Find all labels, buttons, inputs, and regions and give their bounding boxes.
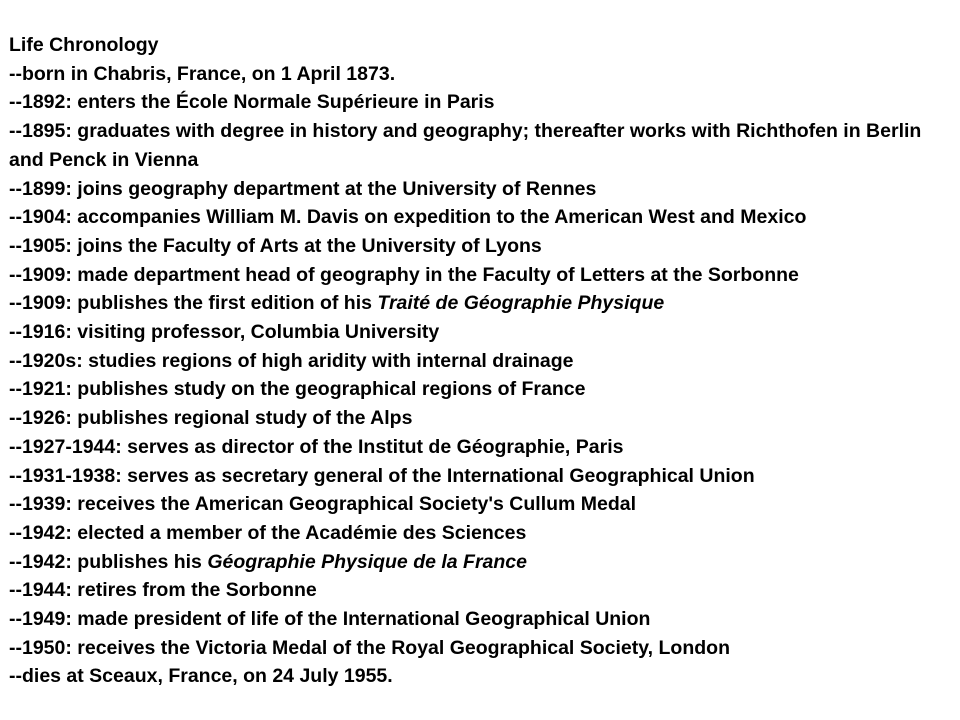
entry-1920s: --1920s: studies regions of high aridity with internal drainage (9, 349, 574, 372)
entry-1931-1938: --1931-1938: serves as secretary general of the International Geographical Union (9, 464, 755, 487)
entry-1927-1944: --1927-1944: serves as director of the Institut de Géographie, Paris (9, 435, 624, 458)
entry-1944: --1944: retires from the Sorbonne (9, 579, 317, 602)
entry-1909-traite (9, 289, 960, 318)
entry-1909-traite-book-title: Traité de Géographie Physique (377, 292, 665, 315)
entry-1909-sorbonne: --1909: made department head of geography in the Faculty of Letters at the Sorbonne (9, 263, 799, 286)
entry-1909-traite-prefix: --1909: publishes the first edition of his (9, 292, 378, 315)
entry-1892: --1892: enters the École Normale Supérieure in Paris (9, 91, 495, 114)
entry-1949: --1949: made president of life of the International Geographical Union (9, 608, 651, 631)
entry-1939: --1939: receives the American Geographical Society's Cullum Medal (9, 493, 637, 516)
entry-died: --dies at Sceaux, France, on 24 July 1955. (9, 665, 393, 688)
entry-1921: --1921: publishes study on the geographical regions of France (9, 378, 586, 401)
entry-born: --born in Chabris, France, on 1 April 1873. (9, 62, 396, 85)
entry-1950: --1950: receives the Victoria Medal of the Royal Geographical Society, London (9, 636, 730, 659)
entry-1942-book-title: Géographie Physique de la France (207, 550, 527, 573)
entry-1916: --1916: visiting professor, Columbia University (9, 321, 440, 344)
chronology-slide (9, 31, 960, 720)
entry-1904: --1904: accompanies William M. Davis on expedition to the American West and Mexico (9, 206, 807, 229)
entry-1942-academie: --1942: elected a member of the Académie des Sciences (9, 521, 527, 544)
entry-1895: --1895: graduates with degree in history and geography; thereafter works with Richthofen in Berlin and Penck in Vienna (9, 120, 922, 171)
entry-1942-book-prefix: --1942: publishes his (9, 550, 208, 573)
entry-1942-book (9, 548, 960, 577)
entry-1899: --1899: joins geography department at the University of Rennes (9, 177, 597, 200)
chronology-title: Life Chronology (9, 34, 159, 56)
entry-1926: --1926: publishes regional study of the Alps (9, 407, 413, 430)
entry-1905: --1905: joins the Faculty of Arts at the University of Lyons (9, 234, 542, 257)
